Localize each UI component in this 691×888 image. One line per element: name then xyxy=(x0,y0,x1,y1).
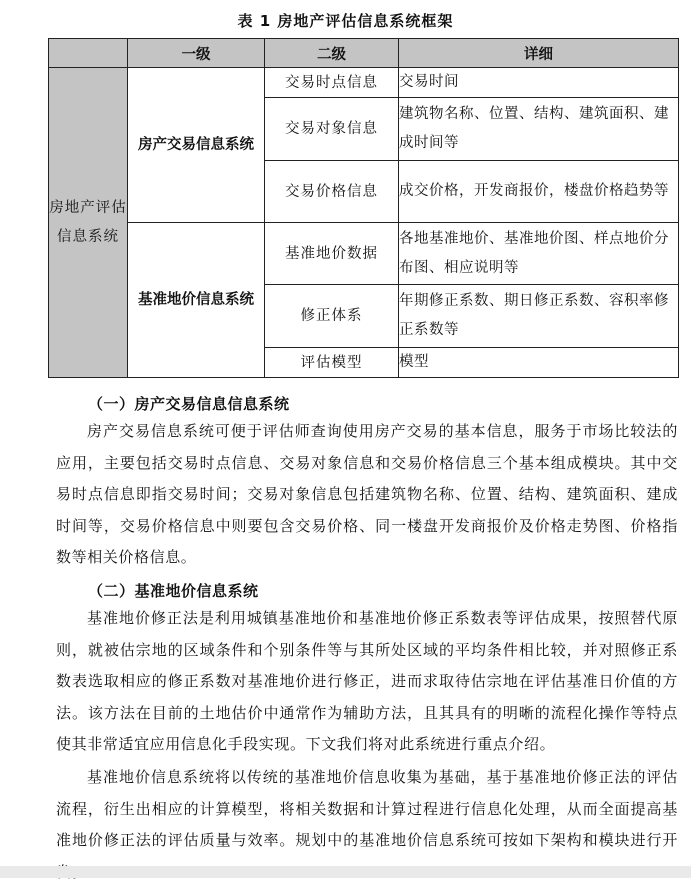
page-bottom-bar xyxy=(0,866,691,878)
table-caption: 表 1 房地产评估信息系统框架 xyxy=(237,12,454,30)
detail-cell: 建筑物名称、位置、结构、建筑面积、建成时间等 xyxy=(399,98,679,161)
paragraph-land-price-system: 基准地价信息系统将以传统的基准地价信息收集为基础，基于基准地价修正法的评估流程，衍生出相应的计算模型，将相关数据和计算过程进行信息化处理，从而全面提高基准地价修正法的评估质量与效率。规划中的基准地价信息系统可按如下架构和模块进行开 xyxy=(56,768,678,850)
detail-cell: 成交价格，开发商报价，楼盘价格趋势等 xyxy=(399,161,679,223)
paragraph-land-price-method: 基准地价修正法是利用城镇基准地价和基准地价修正系数表等评估成果，按照替代原则，就被估宗地的区域条件和个别条件等与其所处区域的平均条件相比较，并对照修正系数表选取相应的修正系数对基准地价进行修正，进而求取待估宗地在评估基准日价值的方法。该方法在目前的土地估价中通常作为辅助方法，且其具有的明晰的流程化操作等特点使其非常适宜应用信息化手段实现。下文我们将对此系统进行重点介绍。 xyxy=(56,609,678,754)
root-system-cell: 房地产评估信息系统 xyxy=(49,68,128,378)
section-heading-trading: （一）房产交易信息信息系统 xyxy=(88,395,290,413)
header-level2: 二级 xyxy=(265,39,399,68)
section-heading-land-price: （二）基准地价信息系统 xyxy=(88,582,259,600)
detail-cell: 各地基准地价、基准地价图、样点地价分布图、相应说明等 xyxy=(399,223,679,285)
level2-cell: 交易价格信息 xyxy=(265,161,399,223)
table-row xyxy=(49,68,679,98)
header-detail: 详细 xyxy=(399,39,679,68)
header-level1: 一级 xyxy=(128,39,265,68)
level1-cell-land-price: 基准地价信息系统 xyxy=(128,223,265,378)
level1-cell-trading: 房产交易信息系统 xyxy=(128,68,265,223)
table-row xyxy=(49,223,679,285)
detail-cell: 年期修正系数、期日修正系数、容积率修正系数等 xyxy=(399,285,679,348)
framework-table xyxy=(48,38,679,378)
level2-cell: 评估模型 xyxy=(265,348,399,378)
level2-cell: 交易时点信息 xyxy=(265,68,399,98)
detail-cell: 交易时间 xyxy=(399,68,679,98)
level2-cell: 基准地价数据 xyxy=(265,223,399,285)
header-root xyxy=(49,39,128,68)
paragraph-trading: 房产交易信息系统可便于评估师查询使用房产交易的基本信息，服务于市场比较法的应用，主要包括交易时点信息、交易对象信息和交易价格信息三个基本组成模块。其中交易时点信息即指交易时间；交易对象信息包括建筑物名称、位置、结构、建筑面积、建成时间等，交易价格信息中则要包含交易价格、同一楼盘开发商报价及价格走势图、价格指数等相关价格信息。 xyxy=(56,422,678,567)
detail-cell: 模型 xyxy=(399,348,679,378)
level2-cell: 交易对象信息 xyxy=(265,98,399,161)
level2-cell: 修正体系 xyxy=(265,285,399,348)
table-header-row xyxy=(49,39,679,68)
